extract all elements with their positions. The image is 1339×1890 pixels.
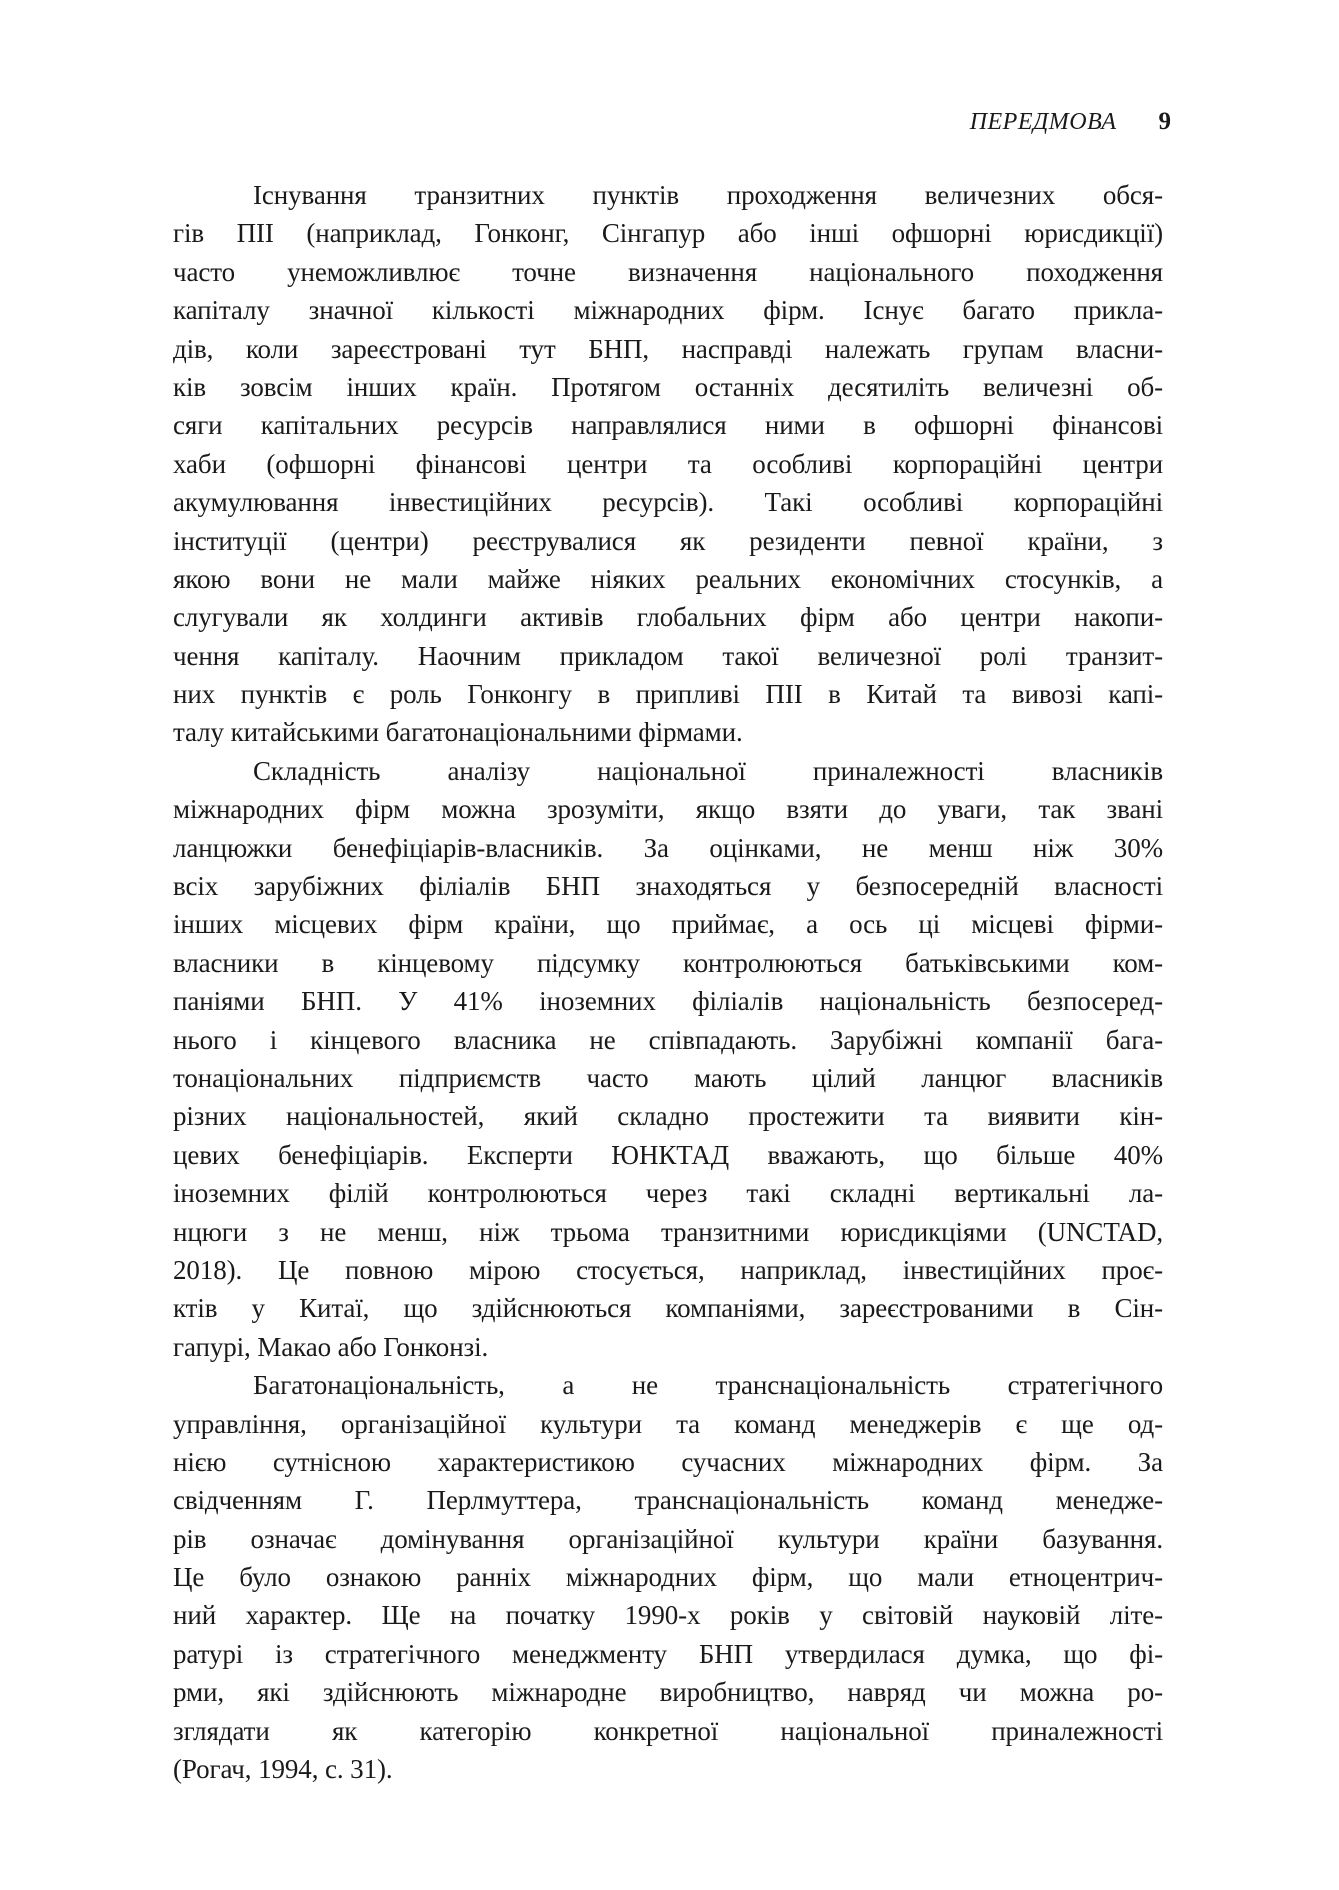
text-line: ратурі із стратегічного менеджменту БНП утвердилася думка, що фі-	[173, 1638, 1163, 1669]
text-line: рів означає домінування організаційної культури країни базування.	[173, 1523, 1163, 1554]
body-text	[173, 176, 1163, 1788]
page-number: 9	[1158, 108, 1171, 135]
paragraph	[173, 176, 1163, 752]
text-line: чення капіталу. Наочним прикладом такої величезної ролі транзит-	[173, 640, 1163, 671]
text-line: зглядати як категорію конкретної національної приналежності	[173, 1715, 1163, 1746]
paragraph	[173, 1366, 1163, 1788]
text-line: ків зовсім інших країн. Протягом останніх десятиліть величезні об-	[173, 371, 1163, 402]
text-line: міжнародних фірм можна зрозуміти, якщо взяти до уваги, так звані	[173, 794, 1163, 825]
text-line: сяги капітальних ресурсів направлялися ними в офшорні фінансові	[173, 410, 1163, 441]
text-line: Це було ознакою ранніх міжнародних фірм, що мали етноцентрич-	[173, 1562, 1163, 1593]
text-line: слугували як холдинги активів глобальних фірм або центри накопи-	[173, 602, 1163, 633]
text-line: гів ПІІ (наприклад, Гонконг, Сінгапур або інші офшорні юрисдикції)	[173, 218, 1163, 249]
text-line: тонаціональних підприємств часто мають цілий ланцюг власників	[173, 1062, 1163, 1093]
text-line: ланцюжки бенефіціарів-власників. За оцінками, не менш ніж 30%	[173, 832, 1163, 863]
text-line: дів, коли зареєстровані тут БНП, насправді належать групам власни-	[173, 333, 1163, 364]
text-line: власники в кінцевому підсумку контролюються батьківськими ком-	[173, 947, 1163, 978]
text-line: часто унеможливлює точне визначення національного походження	[173, 256, 1163, 287]
text-line: управління, організаційної культури та команд менеджерів є ще од-	[173, 1408, 1163, 1439]
text-line: цевих бенефіціарів. Експерти ЮНКТАД вважають, що більше 40%	[173, 1139, 1163, 1170]
text-line: свідченням Г. Перлмуттера, транснаціональність команд менедже-	[173, 1485, 1163, 1516]
text-line: (Рогач, 1994, с. 31).	[173, 1754, 393, 1785]
text-line: нцюги з не менш, ніж трьома транзитними юрисдикціями (UNCTAD,	[173, 1216, 1163, 1247]
text-line: 2018). Це повною мірою стосується, наприклад, інвестиційних проє-	[173, 1254, 1163, 1285]
text-line: інституції (центри) реєструвалися як резиденти певної країни, з	[173, 525, 1163, 556]
text-line: гапурі, Макао або Гонконзі.	[173, 1331, 489, 1362]
text-line: талу китайськими багатонаціональними фірмами.	[173, 717, 743, 748]
text-line: Існування транзитних пунктів проходження величезних обся-	[253, 180, 1163, 210]
text-line: нього і кінцевого власника не співпадають. Зарубіжні компанії бага-	[173, 1024, 1163, 1055]
text-line: акумулювання інвестиційних ресурсів). Такі особливі корпораційні	[173, 487, 1163, 518]
text-line: нією сутнісною характеристикою сучасних міжнародних фірм. За	[173, 1446, 1163, 1477]
text-line: паніями БНП. У 41% іноземних філіалів національність безпосеред-	[173, 986, 1163, 1017]
text-line: рми, які здійснюють міжнародне виробництво, навряд чи можна ро-	[173, 1677, 1163, 1708]
text-line: ктів у Китаї, що здійснюються компаніями, зареєстрованими в Сін-	[173, 1293, 1163, 1324]
text-line: Складність аналізу національної приналежності власників	[253, 755, 1163, 786]
text-line: інших місцевих фірм країни, що приймає, а ось ці місцеві фірми-	[173, 909, 1163, 940]
text-line: різних національностей, який складно простежити та виявити кін-	[173, 1101, 1163, 1132]
text-line: іноземних філій контролюються через такі складні вертикальні ла-	[173, 1178, 1163, 1209]
text-line: ний характер. Ще на початку 1990-х років у світовій науковій літе-	[173, 1600, 1163, 1631]
text-line: хаби (офшорні фінансові центри та особливі корпораційні центри	[173, 448, 1163, 479]
running-head	[970, 108, 1171, 136]
paragraph	[173, 752, 1163, 1366]
text-line: якою вони не мали майже ніяких реальних економічних стосунків, а	[173, 563, 1163, 594]
text-line: капіталу значної кількості міжнародних фірм. Існує багато прикла-	[173, 295, 1163, 326]
text-line: всіх зарубіжних філіалів БНП знаходяться у безпосередній власності	[173, 871, 1163, 902]
text-line: них пунктів є роль Гонконгу в припливі ПІІ в Китай та вивозі капі-	[173, 679, 1163, 710]
text-line: Багатонаціональність, а не транснаціональність стратегічного	[253, 1370, 1163, 1401]
section-title: ПЕРЕДМОВА	[969, 109, 1117, 135]
